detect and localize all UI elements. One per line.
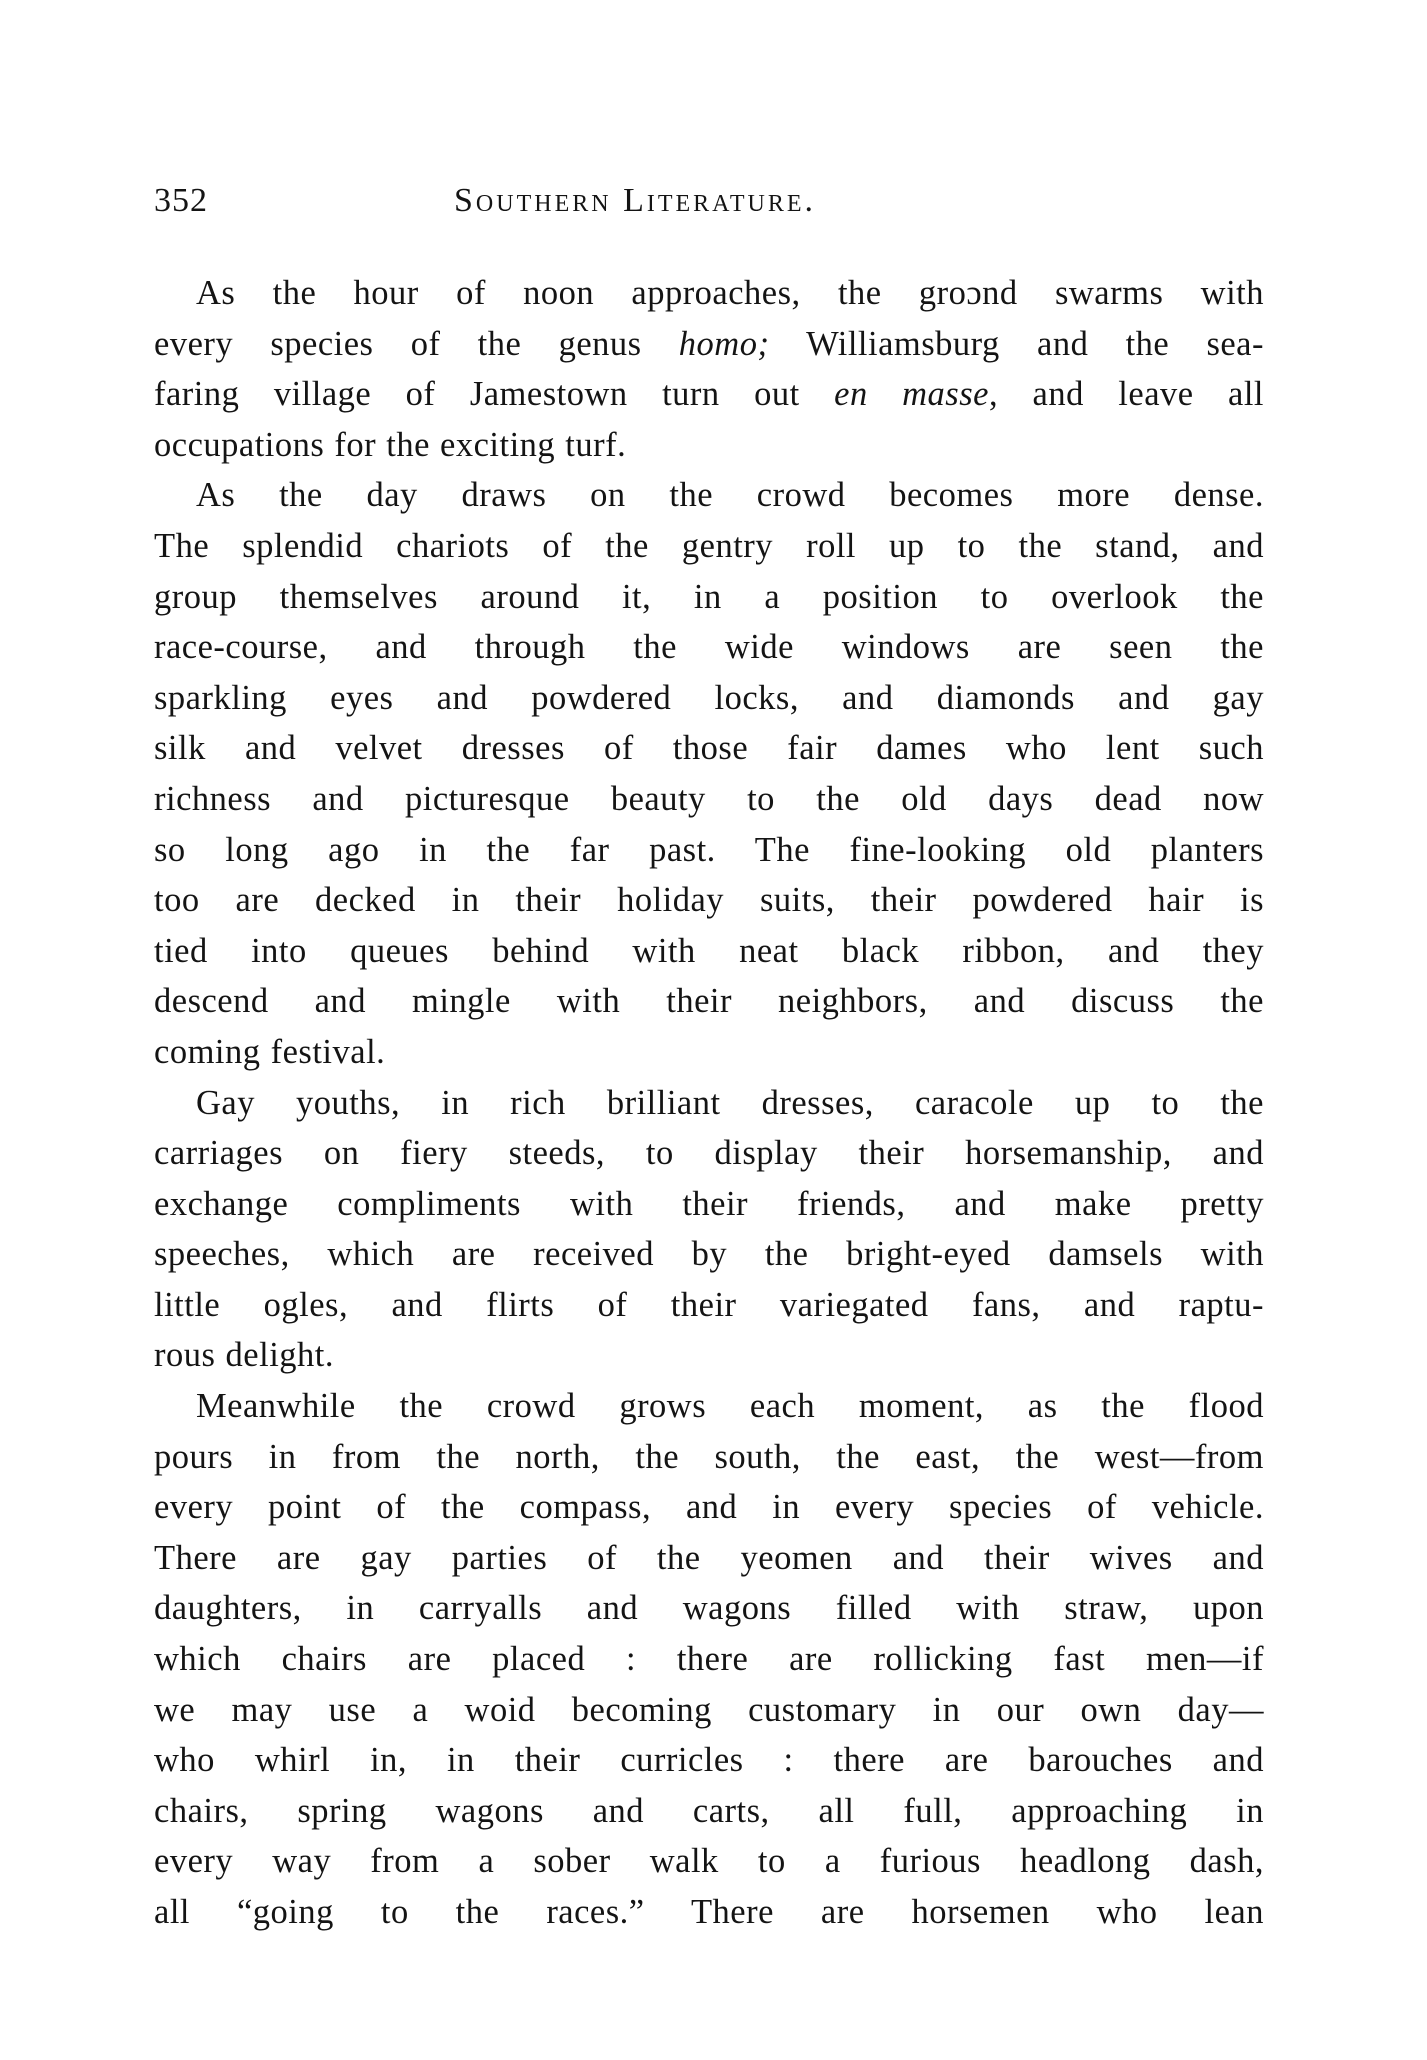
text-line: little ogles, and flirts of their variegated fans, and raptu-	[154, 1285, 1264, 1324]
text-line: carriages on fiery steeds, to display their horsemanship, and	[154, 1134, 1264, 1173]
text-line: The splendid chariots of the gentry roll up to the stand, and	[154, 526, 1264, 565]
text-line: coming festival.	[154, 1032, 386, 1071]
text-line: rous delight.	[154, 1336, 334, 1375]
paragraph	[154, 1078, 1264, 1382]
text-line: group themselves around it, in a position to overlook the	[154, 577, 1264, 616]
text-line: sparkling eyes and powdered locks, and diamonds and gay	[154, 678, 1264, 717]
text-line: every point of the compass, and in every species of vehicle.	[154, 1488, 1264, 1527]
text-line: occupations for the exciting turf.	[154, 425, 627, 464]
page-header	[154, 182, 1266, 232]
text-line: richness and picturesque beauty to the old days dead now	[154, 779, 1264, 818]
text-line: As the day draws on the crowd becomes more dense.	[196, 476, 1264, 515]
text-line: which chairs are placed : there are rollicking fast men—if	[154, 1640, 1264, 1679]
text-line: every species of the genus homo; Williamsburg and the sea-	[154, 324, 1264, 363]
page-number: 352	[154, 182, 208, 219]
text-line: race-course, and through the wide windows are seen the	[154, 628, 1264, 667]
body-text	[154, 268, 1264, 1938]
text-line: too are decked in their holiday suits, their powdered hair is	[154, 881, 1264, 920]
text-line: pours in from the north, the south, the east, the west—from	[154, 1437, 1264, 1476]
text-line: descend and mingle with their neighbors, and discuss the	[154, 982, 1264, 1021]
text-line: silk and velvet dresses of those fair dames who lent such	[154, 729, 1264, 768]
text-line: exchange compliments with their friends, and make pretty	[154, 1184, 1264, 1223]
paragraph	[154, 1381, 1264, 1938]
text-line: every way from a sober walk to a furious headlong dash,	[154, 1842, 1264, 1881]
paragraph	[154, 268, 1264, 470]
text-line: speeches, which are received by the bright-eyed damsels with	[154, 1235, 1264, 1274]
text-line: As the hour of noon approaches, the groɔnd swarms with	[196, 274, 1264, 312]
running-title: Southern Literature.	[454, 182, 816, 219]
text-line: Meanwhile the crowd grows each moment, as the flood	[196, 1387, 1264, 1426]
italic-phrase: homo;	[678, 324, 770, 363]
text-line: who whirl in, in their curricles : there are barouches and	[154, 1741, 1264, 1780]
text-line: we may use a woid becoming customary in our own day—	[154, 1690, 1264, 1729]
text-line: faring village of Jamestown turn out en masse, and leave all	[154, 375, 1264, 414]
italic-phrase: en masse	[834, 375, 989, 414]
paragraph	[154, 470, 1264, 1077]
text-line: Gay youths, in rich brilliant dresses, caracole up to the	[196, 1083, 1264, 1122]
text-line: There are gay parties of the yeomen and their wives and	[154, 1538, 1264, 1577]
text-line: tied into queues behind with neat black ribbon, and they	[154, 931, 1264, 970]
text-line: so long ago in the far past. The fine-looking old planters	[154, 830, 1264, 869]
text-line: all “going to the races.” There are horsemen who lean	[154, 1893, 1264, 1931]
text-line: daughters, in carryalls and wagons filled with straw, upon	[154, 1589, 1264, 1628]
text-line: chairs, spring wagons and carts, all full, approaching in	[154, 1791, 1264, 1830]
